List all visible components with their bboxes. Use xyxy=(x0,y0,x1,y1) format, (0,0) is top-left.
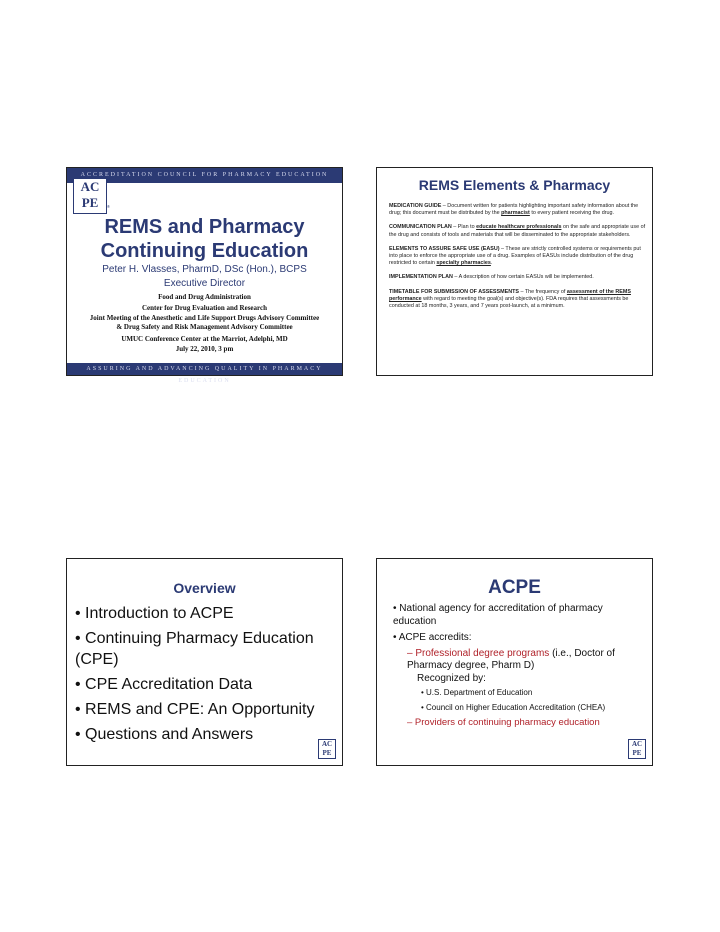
p5-text-a: – The frequency of xyxy=(518,288,567,295)
venue: UMUC Conference Center at the Marriot, Adelphi, MD xyxy=(121,335,288,343)
acpe-logo xyxy=(628,739,646,759)
logo-line-2: PE xyxy=(81,195,99,210)
title-line-1: REMS and Pharmacy xyxy=(104,216,305,238)
recognizer-1: • U.S. Department of Education xyxy=(421,688,533,697)
slide-title: Overview xyxy=(173,580,236,596)
p1-text-b: to every patient receiving the drug. xyxy=(529,210,615,217)
list-item: • REMS and CPE: An Opportunity xyxy=(75,701,315,718)
date: July 22, 2010, 3 pm xyxy=(175,345,234,353)
slide-overview xyxy=(66,558,343,766)
easu-paragraph xyxy=(389,246,647,268)
medication-guide-label: MEDICATION GUIDE xyxy=(389,203,442,209)
medication-guide-paragraph xyxy=(389,203,647,217)
bullet-accredits: • ACPE accredits: xyxy=(393,632,472,643)
list-item: • Introduction to ACPE xyxy=(75,605,234,622)
p3-underline: specialty pharmacies xyxy=(436,260,491,267)
p2-text-a: – Plan to xyxy=(451,224,477,231)
acpe-body xyxy=(393,603,648,730)
slide-acpe xyxy=(376,558,653,766)
sub-providers: – Providers of continuing pharmacy education xyxy=(407,717,600,728)
recognized-by: Recognized by: xyxy=(417,672,486,684)
overview-list xyxy=(75,603,337,749)
logo-line-1: AC xyxy=(321,740,333,748)
p2-text-b: on the safe and appropriate use of the drug and consists of tools and materials that will be disseminated to the appropriate stakeholders. xyxy=(389,224,646,238)
p1-text-a: – Document written for patients highlighting important safety information about the drug; this document must be distributed by the xyxy=(389,203,639,217)
slide-rems-elements xyxy=(376,167,653,376)
degree-programs-label: – Professional degree programs xyxy=(407,647,550,659)
communication-plan-label: COMMUNICATION PLAN xyxy=(389,224,452,231)
acpe-logo xyxy=(73,178,107,214)
list-item: • Continuing Pharmacy Education (CPE) xyxy=(75,630,314,668)
implementation-plan-label: IMPLEMENTATION PLAN xyxy=(389,274,453,281)
p4-text: – A description of how certain EASUs will be implemented. xyxy=(452,274,594,281)
bullet-national-agency: • National agency for accreditation of pharmacy education xyxy=(393,603,603,627)
p5-text-b: with regard to meeting the goal(s) and objective(s). FDA requires that assessments be conducted at 18 months, 3 years, and 7 years post-launch, at a minimum. xyxy=(389,295,629,310)
org-line-1: Food and Drug Administration xyxy=(158,293,251,301)
logo-line-1: AC xyxy=(631,740,643,748)
easu-label: ELEMENTS TO ASSURE SAFE USE (EASU) xyxy=(389,245,500,252)
title-line-2: Continuing Education xyxy=(100,240,309,262)
p2-underline: educate healthcare professionals xyxy=(476,224,562,231)
meeting-line-1: Joint Meeting of the Anesthetic and Life Support Drugs Advisory Committee xyxy=(89,314,320,322)
logo-line-2: PE xyxy=(632,749,642,757)
presenter-name: Peter H. Vlasses, PharmD, DSc (Hon.), BCPS xyxy=(102,264,307,275)
logo-line-1: AC xyxy=(80,179,100,194)
p5-underline: assessment of the REMS performance xyxy=(389,288,631,302)
timetable-label: TIMETABLE FOR SUBMISSION OF ASSESSMENTS xyxy=(389,288,519,295)
recognizer-2: • Council on Higher Education Accreditation (CHEA) xyxy=(421,703,606,712)
logo-line-2: PE xyxy=(322,749,332,757)
p3-text-a: – These are strictly controlled systems or requirements put into place to enforce the appropriate use of a drug. Examples of EASUs include distribution of the drug restricted to certain xyxy=(389,245,641,267)
slide-title: ACPE xyxy=(488,577,541,598)
registered-mark: ® xyxy=(107,204,110,209)
rems-elements-text xyxy=(389,203,647,317)
p1-underline: pharmacist xyxy=(501,210,530,217)
org-line-2: Center for Drug Evaluation and Research xyxy=(141,304,268,312)
list-item: • Questions and Answers xyxy=(75,726,254,743)
degree-programs-detail: (i.e., Doctor of Pharmacy degree, Pharm D) xyxy=(407,647,615,671)
slide-title xyxy=(66,167,343,384)
top-banner: ACCREDITATION COUNCIL FOR PHARMACY EDUCATION xyxy=(67,168,342,183)
sub-degree-programs xyxy=(407,648,648,673)
bottom-banner: ASSURING AND ADVANCING QUALITY IN PHARMACY EDUCATION xyxy=(67,363,342,375)
list-item: • CPE Accreditation Data xyxy=(75,676,253,693)
timetable-paragraph xyxy=(389,289,647,311)
communication-plan-paragraph xyxy=(389,224,647,238)
presenter-role: Executive Director xyxy=(163,278,246,289)
acpe-logo xyxy=(318,739,336,759)
meeting-line-2: & Drug Safety and Risk Management Advisory Committee xyxy=(116,323,293,331)
p3-text-b: . xyxy=(490,260,493,267)
slide-title: REMS Elements & Pharmacy xyxy=(418,177,611,193)
implementation-plan-paragraph xyxy=(389,274,647,281)
